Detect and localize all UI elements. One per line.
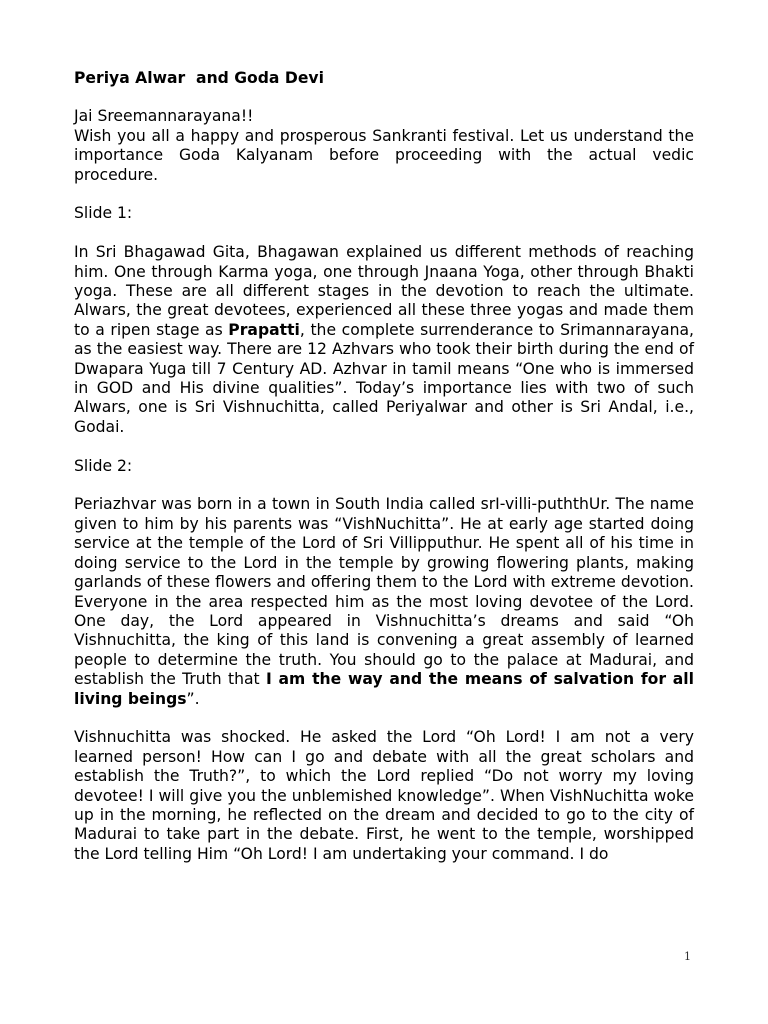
slide-1-paragraph [74,243,694,437]
slide-2-paragraph [74,495,694,708]
document-title: Periya Alwar and Goda Devi [74,69,324,87]
vishnuchitta-paragraph: Vishnuchitta was shocked. He asked the Lord “Oh Lord! I am not a very learned person! How can I go and debate with all the great scholars and establish the Truth?”, to which the Lord replied “Do not worry my loving devotee! I will give you the unblemished knowledge”. When VishNuchitta woke up in the morning, he reflected on the dream and decided to go to the city of Madurai to take part in the debate. First, he went to the temple, worshipped the Lord telling Him “Oh Lord! I am undertaking your command. I do [74,728,694,863]
slide-2-text-end: ”. [186,689,200,708]
document-body [74,69,694,884]
intro-paragraph: Wish you all a happy and prosperous Sankranti festival. Let us understand the importance Goda Kalyanam before proceeding with the actual vedic procedure. [74,126,694,184]
slide-1-label: Slide 1: [74,204,133,223]
slide-2-text-start: Periazhvar was born in a town in South India called srI-villi-puththUr. The name given to him by his parents was “VishNuchitta”. He at early age started doing service at the temple of the Lord of Sri Villipputhur. He spent all of his time in doing service to the Lord in the temple by growing flowering plants, making garlands of these flowers and offering them to the Lord with extreme devotion. Everyone in the area respected him as the most loving devotee of the Lord. One day, the Lord appeared in Vishnuchitta’s dreams and said “Oh Vishnuchitta, the king of this land is convening a great assembly of learned people to determine the truth. You should go to the palace at Madurai, and establish the Truth that [74,495,694,689]
page-number: 1 [684,950,691,963]
prapatti-emphasis: Prapatti [228,320,300,339]
slide-1-text-end: , the complete surrenderance to Srimannarayana, as the easiest way. There are 12 Azhvars who took their birth during the end of Dwapara Yuga till 7 Century AD. Azhvar in tamil means “One who is immersed in GOD and His divine qualities”. Today’s importance lies with two of such Alwars, one is Sri Vishnuchitta, called Periyalwar and other is Sri Andal, i.e., Godai. [74,320,694,436]
greeting-line: Jai Sreemannarayana!! [74,107,254,126]
truth-emphasis: I am the way and the means of salvation for all living beings [74,670,694,708]
slide-2-label: Slide 2: [74,456,133,475]
slide-1-text-start: In Sri Bhagawad Gita, Bhagawan explained us different methods of reaching him. One through Karma yoga, one through Jnaana Yoga, other through Bhakti yoga. These are all different stages in the devotion to reach the ultimate. Alwars, the great devotees, experienced all these three yogas and made them to a ripen stage as [74,243,694,339]
